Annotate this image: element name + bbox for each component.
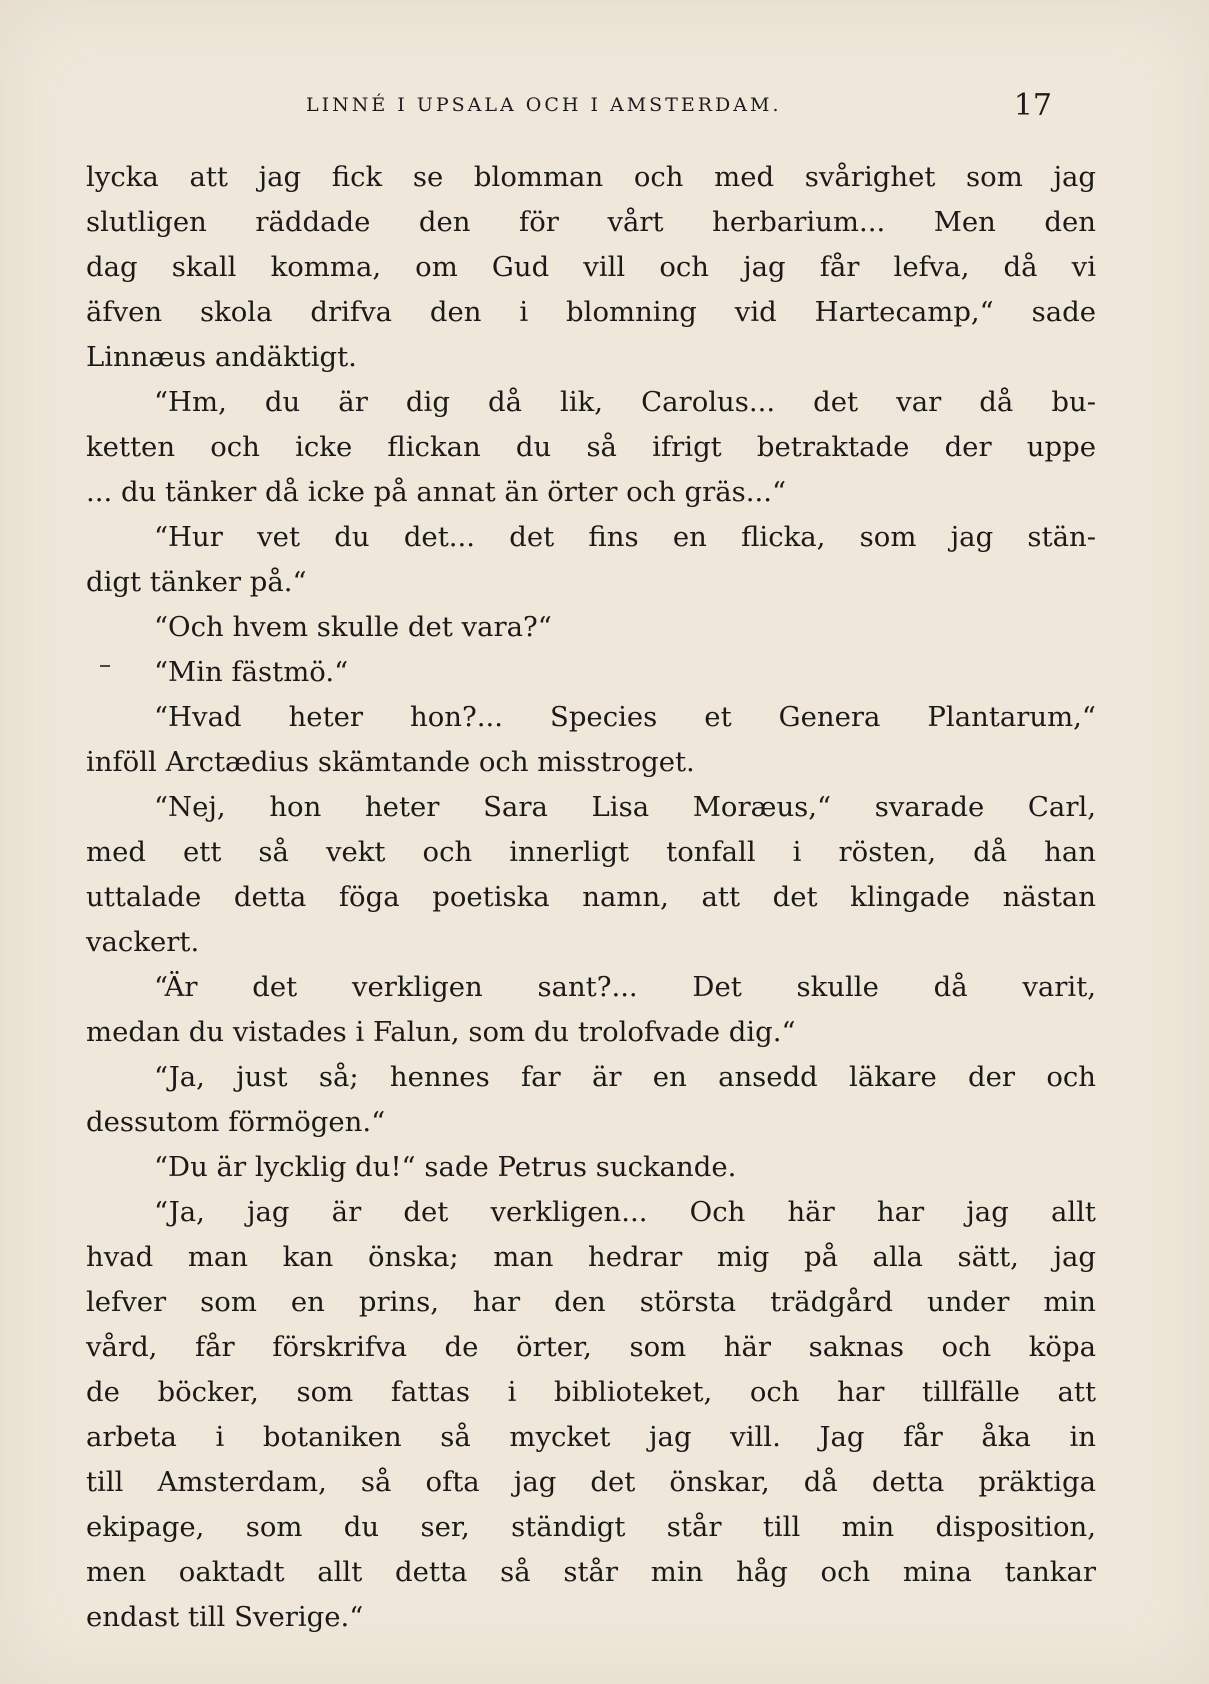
text-line: “Är det verkligen sant?... Det skulle då varit, <box>154 971 1096 1003</box>
text-line: slutligen räddade den för vårt herbarium... Men den <box>86 206 1096 238</box>
text-line: dessutom förmögen.“ <box>86 1106 386 1138</box>
text-line: med ett så vekt och innerligt tonfall i rösten, då han <box>86 836 1096 868</box>
text-line: dag skall komma, om Gud vill och jag får lefva, då vi <box>86 251 1096 283</box>
text-line: “Hvad heter hon?... Species et Genera Plantarum,“ <box>154 701 1096 733</box>
text-line: lefver som en prins, har den största trädgård under min <box>86 1286 1096 1318</box>
text-line: lycka att jag fick se blomman och med svårighet som jag <box>86 161 1096 193</box>
page-number: 17 <box>1013 88 1052 123</box>
text-line: hvad man kan önska; man hedrar mig på alla sätt, jag <box>86 1241 1096 1273</box>
running-head: LINNÉ I UPSALA OCH I AMSTERDAM. <box>306 94 782 116</box>
text-line: “Du är lycklig du!“ sade Petrus suckande. <box>154 1151 737 1183</box>
text-line: “Ja, jag är det verkligen... Och här har jag allt <box>154 1196 1096 1228</box>
text-line: “Min fästmö.“ <box>154 656 349 688</box>
text-line: uttalade detta föga poetiska namn, att det klingade nästan <box>86 881 1096 913</box>
text-line: “Ja, just så; hennes far är en ansedd läkare der och <box>154 1061 1096 1093</box>
text-line: “Hm, du är dig då lik, Carolus... det var då bu- <box>154 386 1096 418</box>
text-line: de böcker, som fattas i biblioteket, och har tillfälle att <box>86 1376 1096 1408</box>
text-line: ... du tänker då icke på annat än örter och gräs...“ <box>86 476 787 508</box>
text-line: “Nej, hon heter Sara Lisa Moræus,“ svarade Carl, <box>154 791 1096 823</box>
text-line: vård, får förskrifva de örter, som här saknas och köpa <box>86 1331 1096 1363</box>
text-line: inföll Arctædius skämtande och misstroget. <box>86 746 695 778</box>
text-line: till Amsterdam, så ofta jag det önskar, då detta präktiga <box>86 1466 1096 1498</box>
text-line: “Och hvem skulle det vara?“ <box>154 611 552 643</box>
text-line: ketten och icke flickan du så ifrigt betraktade der uppe <box>86 431 1096 463</box>
text-line: ekipage, som du ser, ständigt står till min disposition, <box>86 1511 1096 1543</box>
page-header <box>86 88 1096 124</box>
text-line: äfven skola drifva den i blomning vid Hartecamp,“ sade <box>86 296 1096 328</box>
text-line: digt tänker på.“ <box>86 566 307 598</box>
text-line: arbeta i botaniken så mycket jag vill. Jag får åka in <box>86 1421 1096 1453</box>
body-text <box>86 155 1096 1633</box>
text-line: Linnæus andäktigt. <box>86 341 357 373</box>
text-line: “Hur vet du det... det fins en flicka, som jag stän- <box>154 521 1096 553</box>
text-line: endast till Sverige.“ <box>86 1601 364 1633</box>
text-line: men oaktadt allt detta så står min håg och mina tankar <box>86 1556 1096 1588</box>
margin-mark <box>100 665 110 667</box>
text-line: medan du vistades i Falun, som du trolofvade dig.“ <box>86 1016 796 1048</box>
text-line: vackert. <box>86 926 200 958</box>
